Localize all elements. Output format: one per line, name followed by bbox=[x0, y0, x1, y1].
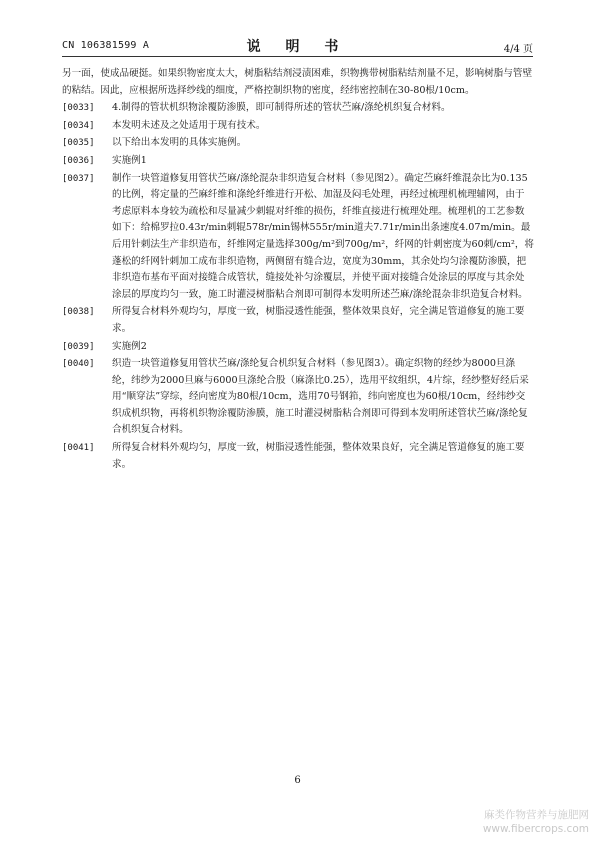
paragraph-text: 织造一块管道修复用管状苎麻/涤纶复合机织复合材料（参见图3）。确定织物的经纱为8000旦涤纶，纬纱为2000旦麻与6000旦涤纶合股（麻涤比0.25），选用平纹组织，4片综，经纱整好经后采用“顺穿法”穿综，经向密度为80根/10cm，选用70号钢筘，纬向密度也为60根/10cm，经纬纱交织成机织物，再将机织物涂覆防渗膜，施工时灌浸树脂粘合剂即可得到本发明所述管状苎麻/涤纶复合机织复合材料。 bbox=[112, 358, 529, 436]
paragraph-tag: [0040] bbox=[62, 359, 95, 370]
continuation-text: 另一面，使成品硬挺。如果织物密度太大，树脂粘结剂浸渍困难，织物携带树脂粘结剂量不足，影响树脂与管壁的粘结。因此，应根据所选择纱线的细度，严格控制织物的密度，经纬密控制在30-80根/10cm。 bbox=[62, 68, 533, 96]
page-title: 说 明 书 bbox=[246, 39, 349, 55]
paragraph-tag: [0035] bbox=[62, 138, 95, 149]
paragraph-tag: [0036] bbox=[62, 155, 95, 166]
paragraph-tag: [0039] bbox=[62, 341, 95, 352]
paragraph-0039 bbox=[62, 339, 534, 356]
section-heading-example-2: 实施例2 bbox=[112, 340, 147, 352]
paragraph-text: 所得复合材料外观均匀，厚度一致，树脂浸透性能强，整体效果良好，完全满足管道修复的施工要求。 bbox=[112, 306, 525, 334]
paragraph-0035 bbox=[62, 135, 534, 152]
section-heading-example-1: 实施例1 bbox=[112, 154, 147, 166]
document-body bbox=[62, 66, 534, 474]
paragraph-0034 bbox=[62, 118, 534, 135]
paragraph-text: 本发明未述及之处适用于现有技术。 bbox=[112, 119, 266, 131]
paragraph-tag: [0038] bbox=[62, 307, 95, 318]
page-indicator: 4/4 页 bbox=[503, 44, 533, 55]
paragraph-text: 4.制得的管状机织物涂覆防渗膜，即可制得所述的管状苎麻/涤纶机织复合材料。 bbox=[112, 102, 451, 114]
website-watermark bbox=[483, 808, 589, 836]
paragraph-0033 bbox=[62, 100, 534, 117]
paragraph-0040 bbox=[62, 356, 534, 439]
watermark-title: 麻类作物营养与施肥网 bbox=[484, 809, 589, 821]
continuation-paragraph bbox=[62, 66, 534, 99]
paragraph-tag: [0041] bbox=[62, 443, 95, 454]
paragraph-tag: [0034] bbox=[62, 120, 95, 131]
paragraph-0037 bbox=[62, 171, 534, 304]
page-number: 6 bbox=[294, 775, 301, 786]
header-rule bbox=[62, 56, 533, 57]
paragraph-text: 所得复合材料外观均匀，厚度一致，树脂浸透性能强，整体效果良好，完全满足管道修复的施工要求。 bbox=[112, 442, 525, 470]
paragraph-tag: [0037] bbox=[62, 173, 95, 184]
document-number: CN 106381599 A bbox=[62, 40, 150, 51]
watermark-url: www.fibercrops.com bbox=[482, 823, 589, 835]
paragraph-text: 制作一块管道修复用管状苎麻/涤纶混杂非织造复合材料（参见图2）。确定苎麻纤维混杂比为0.135的比例，将定量的苎麻纤维和涤纶纤维进行开松、加湿及闷毛处理，再经过梳理机梳理辅网，由于考虑原料本身较为疏松和尽量减少刺辊对纤维的损伤，纤维直接进行梳理处理。梳理机的工艺参数如下：给棉罗拉0.43r/min刺辊578r/min锡林555r/min道夫7.71r/min出条速度4.07m/min。最后用针刺法生产非织造布，纤维网定量选择300g/m²到700g/m²，纤网的针刺密度为60刺/cm²，将蓬松的纤网针刺加工成布非织造物，两侧留有缝合边，宽度为30mm，其余处均匀涂覆防渗膜，把非织造布基布平面对接缝合成管状，缝接处补匀涂覆层，并使平面对接缝合处涂层的厚度与其余处涂层的厚度均匀一致，施工时灌浸树脂粘合剂即可制得本发明所述苎麻/涤纶混杂非织造复合材料。 bbox=[112, 172, 535, 300]
paragraph-0036 bbox=[62, 153, 534, 170]
paragraph-tag: [0033] bbox=[62, 103, 95, 114]
paragraph-text: 以下给出本发明的具体实施例。 bbox=[112, 137, 247, 149]
page-header bbox=[0, 0, 595, 58]
paragraph-0038 bbox=[62, 304, 534, 337]
paragraph-0041 bbox=[62, 440, 534, 473]
